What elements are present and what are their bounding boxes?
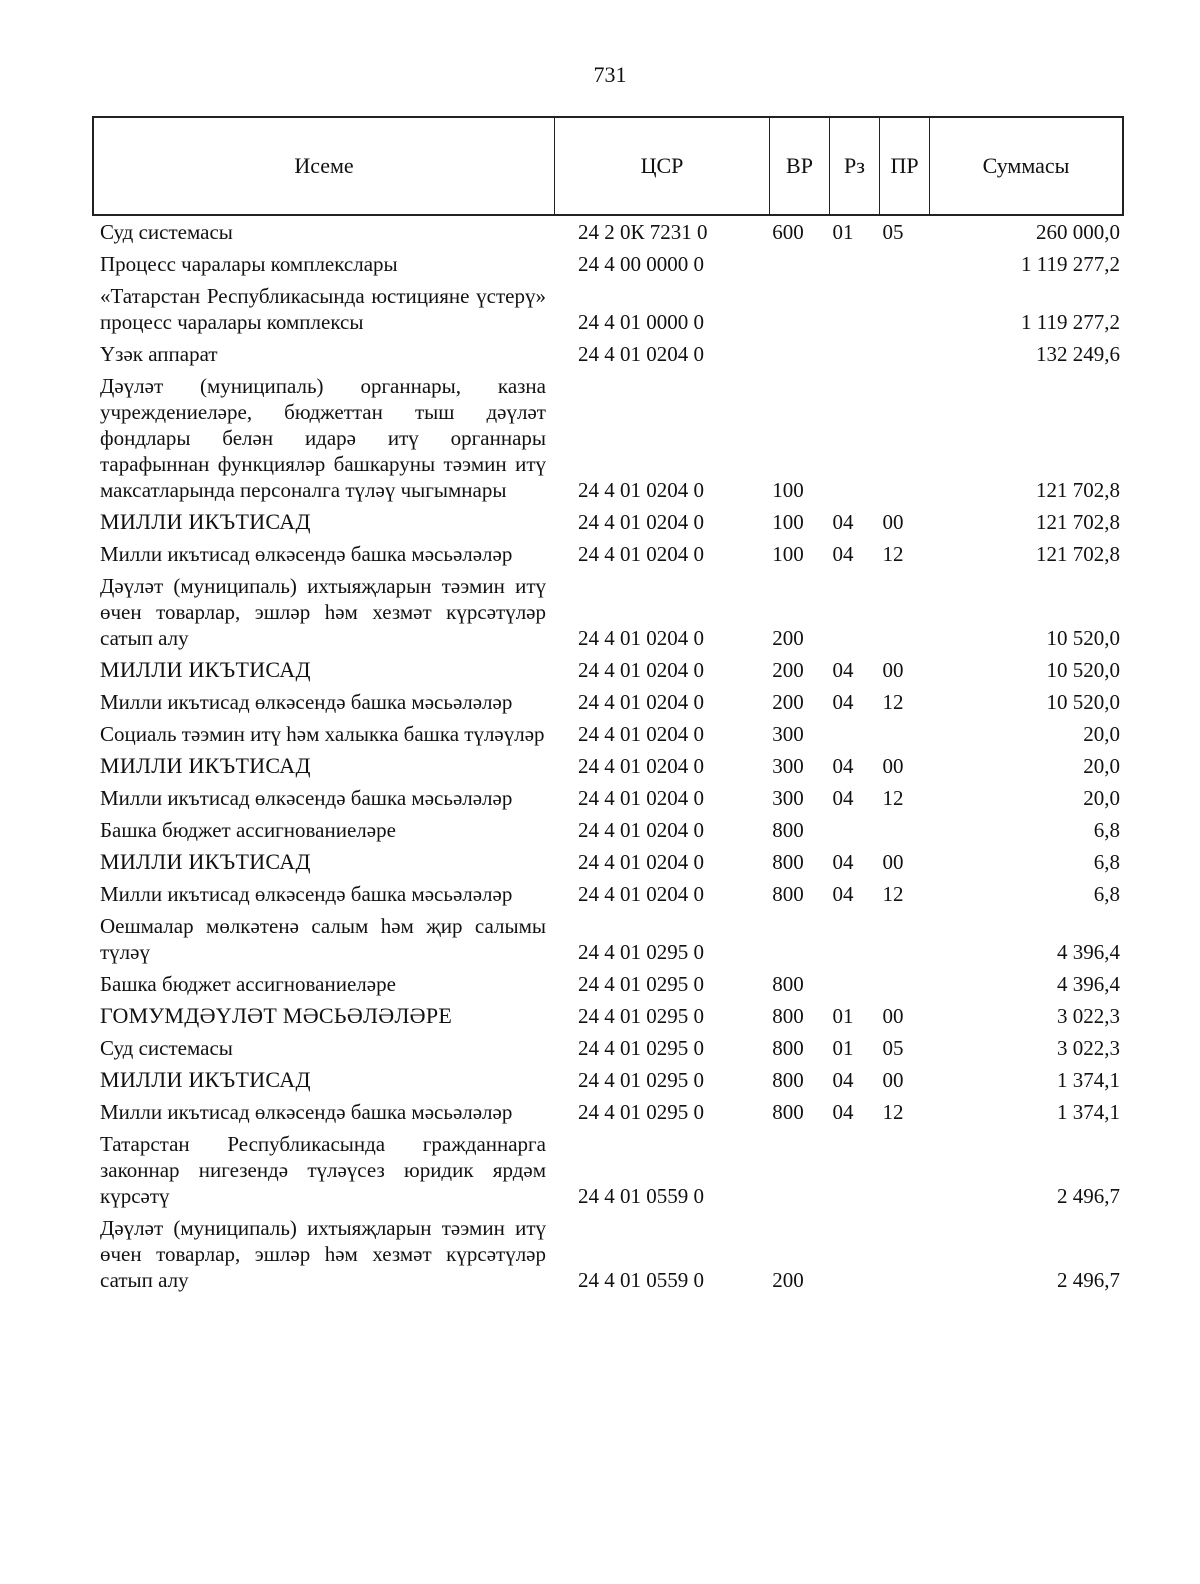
cell-name: МИЛЛИ ИКЪТИСАД: [100, 1067, 311, 1092]
cell-name: Суд системасы: [100, 1036, 233, 1060]
cell-name: Башка бюджет ассигнованиеләре: [100, 972, 396, 996]
table-row: [100, 654, 1126, 686]
page-number: 731: [593, 62, 627, 87]
cell-csr: 24 4 01 0204 0: [578, 818, 704, 842]
cell-vr: 200: [772, 690, 804, 714]
cell-sum: 2 496,7: [1057, 1184, 1120, 1208]
cell-rz: 04: [832, 658, 854, 682]
table-row: [100, 686, 1126, 718]
cell-csr: 24 4 01 0204 0: [578, 658, 704, 682]
cell-sum: 20,0: [1083, 786, 1120, 810]
cell-pr: 00: [882, 850, 904, 874]
cell-rz: 04: [832, 882, 854, 906]
cell-vr: 800: [772, 1036, 804, 1060]
cell-csr: 24 4 01 0204 0: [578, 690, 704, 714]
cell-name: МИЛЛИ ИКЪТИСАД: [100, 509, 311, 534]
cell-name: «Татарстан Республикасында юстицияне үстерү» процесс чаралары комплексы: [100, 284, 546, 334]
cell-csr: 24 4 01 0204 0: [578, 722, 704, 746]
cell-vr: 800: [772, 1068, 804, 1092]
cell-csr: 24 4 01 0204 0: [578, 542, 704, 566]
cell-vr: 800: [772, 818, 804, 842]
cell-pr: 12: [882, 786, 904, 810]
cell-sum: 1 374,1: [1057, 1100, 1120, 1124]
cell-csr: 24 4 01 0559 0: [578, 1268, 704, 1292]
cell-pr: 05: [882, 220, 904, 244]
table-row: [100, 718, 1126, 750]
table-row: [100, 968, 1126, 1000]
cell-rz: 04: [832, 542, 854, 566]
cell-name: МИЛЛИ ИКЪТИСАД: [100, 849, 311, 874]
cell-sum: 20,0: [1083, 754, 1120, 778]
cell-csr: 24 4 01 0295 0: [578, 972, 704, 996]
cell-sum: 121 702,8: [1036, 542, 1120, 566]
cell-name: Оешмалар мөлкәтенә салым һәм җир салымы түләү: [100, 914, 546, 964]
cell-csr: 24 4 01 0204 0: [578, 342, 704, 366]
table-body: [100, 216, 1126, 1296]
cell-sum: 121 702,8: [1036, 510, 1120, 534]
cell-vr: 100: [772, 542, 804, 566]
cell-sum: 4 396,4: [1057, 940, 1120, 964]
cell-pr: 00: [882, 658, 904, 682]
cell-name: Социаль тәэмин итү һәм халыкка башка түләүләр: [100, 722, 545, 746]
cell-name: Процесс чаралары комплекслары: [100, 252, 398, 276]
table-row: [100, 1212, 1126, 1296]
cell-sum: 121 702,8: [1036, 478, 1120, 502]
cell-csr: 24 4 01 0295 0: [578, 940, 704, 964]
cell-pr: 00: [882, 510, 904, 534]
cell-csr: 24 4 01 0204 0: [578, 478, 704, 502]
cell-rz: 04: [832, 1068, 854, 1092]
cell-pr: 00: [882, 754, 904, 778]
cell-vr: 300: [772, 722, 804, 746]
cell-csr: 24 4 01 0000 0: [578, 310, 704, 334]
table-row: [100, 280, 1126, 338]
cell-sum: 260 000,0: [1036, 220, 1120, 244]
cell-vr: 800: [772, 972, 804, 996]
cell-name: Милли икътисад өлкәсендә башка мәсьәләләр: [100, 786, 513, 810]
cell-rz: 04: [832, 850, 854, 874]
cell-sum: 1 119 277,2: [1021, 310, 1120, 334]
cell-name: Дәүләт (муниципаль) органнары, казна учреждениеләре, бюджеттан тыш дәүләт фондлары белән идарә итү органнары тарафыннан функцияләр башкаруны тәэмин итү максатларында персоналга түләү чыгымнары: [100, 374, 546, 502]
cell-sum: 20,0: [1083, 722, 1120, 746]
cell-name: МИЛЛИ ИКЪТИСАД: [100, 753, 311, 778]
header-vr: ВР: [770, 118, 830, 214]
cell-csr: 24 4 00 0000 0: [578, 252, 704, 276]
table-row: [100, 846, 1126, 878]
table-row: [100, 1000, 1126, 1032]
table-row: [100, 1032, 1126, 1064]
table-row: [100, 370, 1126, 506]
cell-name: МИЛЛИ ИКЪТИСАД: [100, 657, 311, 682]
cell-vr: 100: [772, 478, 804, 502]
cell-name: Милли икътисад өлкәсендә башка мәсьәләләр: [100, 542, 513, 566]
cell-vr: 600: [772, 220, 804, 244]
header-csr: ЦСР: [555, 118, 770, 214]
cell-pr: 00: [882, 1004, 904, 1028]
cell-vr: 200: [772, 658, 804, 682]
cell-pr: 12: [882, 542, 904, 566]
cell-pr: 12: [882, 690, 904, 714]
header-pr: ПР: [880, 118, 930, 214]
cell-sum: 10 520,0: [1046, 658, 1120, 682]
cell-csr: 24 4 01 0295 0: [578, 1004, 704, 1028]
cell-sum: 1 374,1: [1057, 1068, 1120, 1092]
cell-rz: 04: [832, 690, 854, 714]
cell-vr: 800: [772, 1100, 804, 1124]
table-row: [100, 248, 1126, 280]
table-row: [100, 910, 1126, 968]
cell-csr: 24 2 0К 7231 0: [578, 220, 708, 244]
cell-csr: 24 4 01 0204 0: [578, 754, 704, 778]
table-row: [100, 338, 1126, 370]
cell-csr: 24 4 01 0204 0: [578, 510, 704, 534]
table-row: [100, 1128, 1126, 1212]
table-row: [100, 216, 1126, 248]
table-row: [100, 814, 1126, 846]
cell-csr: 24 4 01 0295 0: [578, 1068, 704, 1092]
cell-sum: 132 249,6: [1036, 342, 1120, 366]
cell-vr: 300: [772, 786, 804, 810]
cell-sum: 6,8: [1093, 818, 1120, 842]
cell-sum: 6,8: [1093, 850, 1120, 874]
cell-vr: 200: [772, 626, 804, 650]
cell-vr: 800: [772, 1004, 804, 1028]
cell-sum: 6,8: [1093, 882, 1120, 906]
cell-name: Дәүләт (муниципаль) ихтыяҗларын тәэмин итү өчен товарлар, эшләр һәм хезмәт күрсәтүләр сатып алу: [100, 574, 546, 650]
cell-sum: 3 022,3: [1057, 1036, 1120, 1060]
table-row: [100, 782, 1126, 814]
cell-name: Дәүләт (муниципаль) ихтыяҗларын тәэмин итү өчен товарлар, эшләр һәм хезмәт күрсәтүләр сатып алу: [100, 1216, 546, 1292]
cell-pr: 05: [882, 1036, 904, 1060]
cell-vr: 300: [772, 754, 804, 778]
header-rz: Рз: [830, 118, 880, 214]
table-row: [100, 538, 1126, 570]
cell-rz: 04: [832, 786, 854, 810]
cell-sum: 10 520,0: [1046, 626, 1120, 650]
cell-csr: 24 4 01 0559 0: [578, 1184, 704, 1208]
cell-csr: 24 4 01 0295 0: [578, 1100, 704, 1124]
cell-rz: 01: [832, 1036, 854, 1060]
header-name: Исеме: [94, 118, 555, 214]
cell-name: Татарстан Республикасында гражданнарга законнар нигезендә түләүсез юридик ярдәм күрсәтү: [100, 1132, 546, 1208]
table-row: [100, 570, 1126, 654]
cell-name: Милли икътисад өлкәсендә башка мәсьәләләр: [100, 882, 513, 906]
cell-rz: 04: [832, 1100, 854, 1124]
cell-name: ГОМУМДӘҮЛӘТ МӘСЬӘЛӘЛӘРЕ: [100, 1003, 453, 1028]
cell-sum: 2 496,7: [1057, 1268, 1120, 1292]
table-row: [100, 506, 1126, 538]
cell-rz: 04: [832, 510, 854, 534]
cell-sum: 1 119 277,2: [1021, 252, 1120, 276]
table-row: [100, 1096, 1126, 1128]
table-row: [100, 1064, 1126, 1096]
cell-csr: 24 4 01 0204 0: [578, 850, 704, 874]
header-sum: Суммасы: [982, 153, 1070, 178]
cell-sum: 4 396,4: [1057, 972, 1120, 996]
cell-sum: 3 022,3: [1057, 1004, 1120, 1028]
cell-csr: 24 4 01 0204 0: [578, 786, 704, 810]
cell-name: Башка бюджет ассигнованиеләре: [100, 818, 396, 842]
cell-name: Үзәк аппарат: [100, 342, 218, 366]
cell-csr: 24 4 01 0295 0: [578, 1036, 704, 1060]
table-header: [92, 116, 1124, 216]
cell-pr: 00: [882, 1068, 904, 1092]
cell-rz: 04: [832, 754, 854, 778]
cell-vr: 100: [772, 510, 804, 534]
cell-vr: 800: [772, 882, 804, 906]
cell-csr: 24 4 01 0204 0: [578, 626, 704, 650]
cell-name: Милли икътисад өлкәсендә башка мәсьәләләр: [100, 690, 513, 714]
cell-rz: 01: [832, 220, 854, 244]
cell-sum: 10 520,0: [1046, 690, 1120, 714]
cell-vr: 200: [772, 1268, 804, 1292]
cell-rz: 01: [832, 1004, 854, 1028]
cell-pr: 12: [882, 882, 904, 906]
cell-vr: 800: [772, 850, 804, 874]
cell-name: Милли икътисад өлкәсендә башка мәсьәләләр: [100, 1100, 513, 1124]
cell-pr: 12: [882, 1100, 904, 1124]
cell-csr: 24 4 01 0204 0: [578, 882, 704, 906]
cell-name: Суд системасы: [100, 220, 233, 244]
table-row: [100, 750, 1126, 782]
table-row: [100, 878, 1126, 910]
